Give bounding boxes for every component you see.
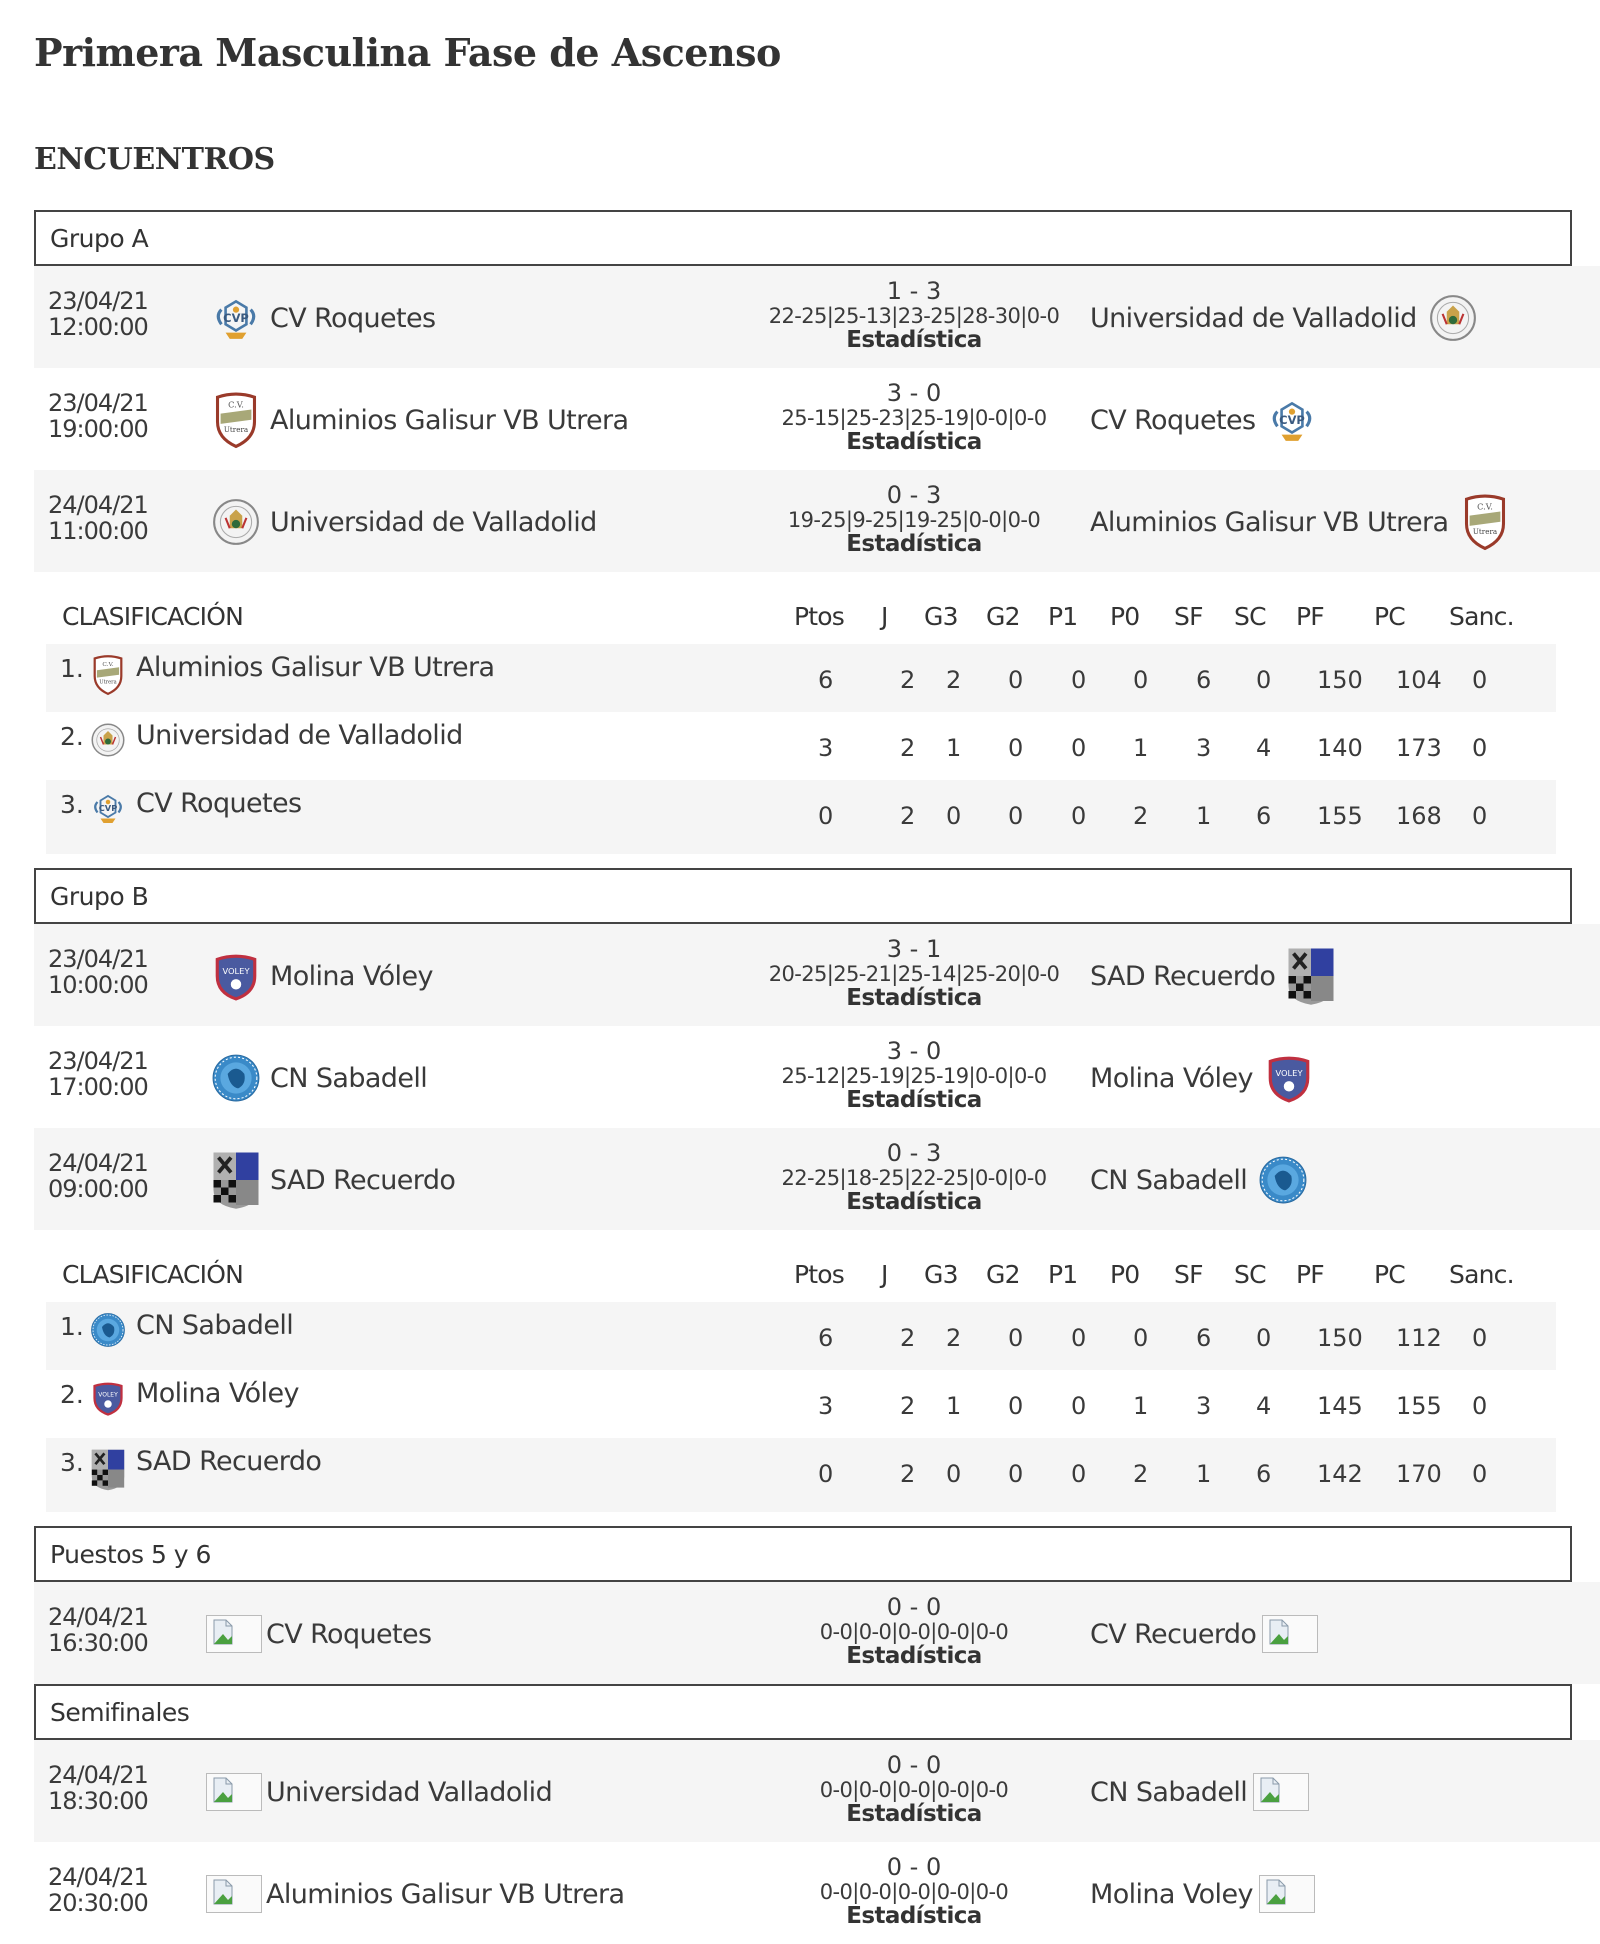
standings-value-sc: 6 [1256,802,1272,830]
svg-text:CVP: CVP [98,803,118,813]
away-team[interactable] [1090,944,1341,1008]
standings-team-name[interactable]: Aluminios Galisur VB Utrera [136,652,495,683]
home-team-name[interactable]: Aluminios Galisur VB Utrera [266,1878,625,1910]
away-team[interactable] [1090,1148,1313,1212]
standings-value-g2: 0 [1008,1460,1024,1488]
universidad-valladolid-logo [90,722,130,766]
standings-row [46,1438,1556,1512]
broken-image-icon [1262,1615,1318,1653]
standings-team-name[interactable]: CV Roquetes [136,788,302,819]
match-score [724,1854,1104,1928]
standings-value-pc: 168 [1396,802,1442,830]
standings-position: 1. [60,1312,84,1341]
cn-sabadell-logo [1253,1148,1313,1212]
standings-value-g2: 0 [1008,802,1024,830]
match-date: 24/04/21 [48,1863,148,1891]
standings-column-header: J [881,602,888,631]
standings-column-header: Sanc. [1449,1260,1514,1289]
home-team[interactable] [206,1046,427,1110]
broken-image-icon [206,1615,262,1653]
match-sets: 25-12|25-19|25-19|0-0|0-0 [781,1064,1047,1088]
standings-row [46,712,1556,780]
standings-value-sc: 4 [1256,1392,1272,1420]
standings-value-pc: 112 [1396,1324,1442,1352]
match-date: 23/04/21 [48,1047,148,1075]
standings-column-header: PF [1296,1260,1324,1289]
standings-value-pf: 142 [1317,1460,1363,1488]
standings-column-header: Sanc. [1449,602,1514,631]
standings-value-p1: 0 [1071,802,1087,830]
standings-value-g2: 0 [1008,1324,1024,1352]
match-time: 19:00:00 [48,415,148,443]
standings-position: 1. [60,654,84,683]
standings-value-pc: 155 [1396,1392,1442,1420]
home-team-name[interactable]: Molina Vóley [270,960,433,992]
match-row [34,1128,1600,1230]
standings-value-sanc: 0 [1472,666,1488,694]
away-team-name[interactable]: Molina Vóley [1090,1062,1253,1094]
standings-team-name[interactable]: Universidad de Valladolid [136,720,463,751]
home-team[interactable] [206,1148,455,1212]
standings-value-pc: 173 [1396,734,1442,762]
standings-value-g3: 1 [946,1392,962,1420]
standings-header [46,1242,1588,1302]
match-score [724,482,1104,556]
universidad-valladolid-logo [1423,286,1483,350]
broken-image-icon [206,1875,262,1913]
standings-value-j: 2 [900,1324,916,1352]
match-time: 17:00:00 [48,1073,148,1101]
statistics-link[interactable]: Estadística [846,1087,982,1113]
standings-value-ptos: 3 [818,1392,834,1420]
standings-team-name[interactable]: SAD Recuerdo [136,1446,322,1477]
match-date: 24/04/21 [48,1603,148,1631]
standings-row [46,1302,1556,1370]
standings-table [34,1230,1600,1526]
match-score [724,1594,1104,1668]
match-date: 23/04/21 [48,389,148,417]
svg-text:CVP: CVP [1278,413,1305,428]
match-sets: 19-25|9-25|19-25|0-0|0-0 [787,508,1041,532]
away-team[interactable] [1090,388,1322,452]
group-title: Puestos 5 y 6 [50,1540,211,1569]
match-time: 18:30:00 [48,1787,148,1815]
home-team-name[interactable]: Universidad Valladolid [266,1776,553,1808]
home-team[interactable] [206,1760,552,1824]
standings-row [46,644,1556,712]
standings-column-header: Ptos [794,1260,844,1289]
standings-value-j: 2 [900,666,916,694]
standings-value-p1: 0 [1071,1392,1087,1420]
standings-value-pf: 150 [1317,1324,1363,1352]
standings-value-ptos: 3 [818,734,834,762]
standings-value-sc: 6 [1256,1460,1272,1488]
svg-text:C.V.: C.V. [1476,501,1493,512]
cv-roquetes-logo [206,286,266,350]
standings-position: 2. [60,1380,84,1409]
standings-value-pf: 155 [1317,802,1363,830]
match-row [34,266,1600,368]
svg-text:Utrera: Utrera [99,679,117,686]
standings-column-header: SC [1234,1260,1266,1289]
standings-value-p0: 0 [1133,666,1149,694]
broken-image-icon [1253,1773,1309,1811]
svg-text:Utrera: Utrera [223,425,249,435]
standings-position: 2. [60,722,84,751]
home-team[interactable] [206,1862,625,1926]
match-sets: 0-0|0-0|0-0|0-0|0-0 [819,1778,1009,1802]
standings-value-pc: 170 [1396,1460,1442,1488]
standings-header [46,584,1588,644]
match-date: 23/04/21 [48,287,148,315]
match-row [34,470,1600,572]
match-row [34,1026,1600,1128]
home-team[interactable] [206,944,433,1008]
standings-value-j: 2 [900,802,916,830]
group-header-0 [34,210,1572,266]
broken-image-icon [206,1773,262,1811]
standings-column-header: P0 [1110,602,1140,631]
standings-row [46,1370,1556,1438]
svg-text:VOLEY: VOLEY [222,965,250,976]
standings-column-header: Ptos [794,602,844,631]
standings-position: 3. [60,1448,84,1477]
away-team-name[interactable]: SAD Recuerdo [1090,960,1276,992]
home-team-name[interactable]: CV Roquetes [270,302,436,334]
match-time: 16:30:00 [48,1629,148,1657]
home-team[interactable] [206,490,597,554]
standings-value-ptos: 6 [818,666,834,694]
home-team-name[interactable]: CN Sabadell [270,1062,428,1094]
match-time: 11:00:00 [48,517,148,545]
standings-value-sanc: 0 [1472,1392,1488,1420]
standings-column-header: PF [1296,602,1324,631]
away-team-name[interactable]: Universidad de Valladolid [1090,302,1417,334]
standings-column-header: J [881,1260,888,1289]
away-team-name[interactable]: Aluminios Galisur VB Utrera [1090,506,1449,538]
molina-voley-logo [1259,1046,1319,1110]
match-sets: 20-25|25-21|25-14|25-20|0-0 [768,962,1060,986]
standings-value-pf: 145 [1317,1392,1363,1420]
home-team-name[interactable]: Aluminios Galisur VB Utrera [270,404,629,436]
standings-value-sc: 4 [1256,734,1272,762]
svg-text:VOLEY: VOLEY [98,1391,118,1399]
away-team[interactable] [1090,1862,1315,1926]
match-result: 1 - 3 [886,277,942,305]
match-sets: 0-0|0-0|0-0|0-0|0-0 [819,1880,1009,1904]
home-team[interactable] [206,286,436,350]
standings-value-sanc: 0 [1472,734,1488,762]
home-team[interactable] [206,1602,432,1666]
match-sets: 22-25|25-13|23-25|28-30|0-0 [768,304,1060,328]
standings-value-g3: 0 [946,802,962,830]
standings-row [46,780,1556,854]
group-title: Grupo B [50,882,149,911]
molina-voley-logo [90,1380,130,1424]
standings-value-pf: 140 [1317,734,1363,762]
standings-value-g2: 0 [1008,734,1024,762]
standings-column-header: G3 [924,1260,958,1289]
standings-column-header: G2 [986,1260,1020,1289]
standings-value-p0: 2 [1133,802,1149,830]
standings-value-sf: 3 [1196,734,1212,762]
group-header-2 [34,1526,1572,1582]
match-result: 0 - 3 [886,1139,942,1167]
statistics-link[interactable]: Estadística [846,1801,982,1827]
match-datetime [48,946,148,998]
statistics-link[interactable]: Estadística [846,531,982,557]
standings-value-p0: 2 [1133,1460,1149,1488]
match-score [724,1038,1104,1112]
standings-value-j: 2 [900,734,916,762]
away-team-name[interactable]: CV Recuerdo [1090,1618,1257,1650]
match-row [34,1842,1600,1944]
standings-column-header: P1 [1048,1260,1078,1289]
utrera-logo [206,388,266,452]
standings-column-header: PC [1374,1260,1405,1289]
sad-recuerdo-logo [206,1148,266,1212]
match-datetime [48,1048,148,1100]
away-team-name[interactable]: Molina Voley [1090,1878,1253,1910]
statistics-link[interactable]: Estadística [846,1903,982,1929]
match-score [724,278,1104,352]
match-result: 3 - 0 [886,379,942,407]
standings-value-sc: 0 [1256,666,1272,694]
standings-value-sf: 6 [1196,1324,1212,1352]
standings-value-j: 2 [900,1460,916,1488]
section-subtitle: ENCUENTROS [34,142,275,177]
standings-value-sf: 1 [1196,802,1212,830]
group-header-3 [34,1684,1572,1740]
match-sets: 22-25|18-25|22-25|0-0|0-0 [781,1166,1047,1190]
standings-value-pc: 104 [1396,666,1442,694]
cv-roquetes-logo [90,790,130,834]
page-title: Primera Masculina Fase de Ascenso [34,30,781,75]
standings-value-ptos: 0 [818,802,834,830]
match-sets: 0-0|0-0|0-0|0-0|0-0 [819,1620,1009,1644]
svg-text:C.V.: C.V. [102,661,114,668]
away-team-name[interactable]: CV Roquetes [1090,404,1256,436]
standings-value-g3: 1 [946,734,962,762]
standings-value-sf: 3 [1196,1392,1212,1420]
standings-column-header: PC [1374,602,1405,631]
match-date: 24/04/21 [48,491,148,519]
match-result: 0 - 0 [886,1751,942,1779]
match-date: 24/04/21 [48,1149,148,1177]
universidad-valladolid-logo [206,490,266,554]
away-team-name[interactable]: CN Sabadell [1090,1164,1248,1196]
match-result: 0 - 0 [886,1853,942,1881]
utrera-logo [90,654,130,698]
standings-value-g2: 0 [1008,1392,1024,1420]
standings-value-ptos: 6 [818,1324,834,1352]
standings-value-pf: 150 [1317,666,1363,694]
match-result: 0 - 3 [886,481,942,509]
match-result: 0 - 0 [886,1593,942,1621]
standings-value-p1: 0 [1071,734,1087,762]
cn-sabadell-logo [90,1312,130,1356]
home-team-name[interactable]: CV Roquetes [266,1618,432,1650]
standings-column-header: P1 [1048,602,1078,631]
away-team[interactable] [1090,490,1515,554]
match-time: 09:00:00 [48,1175,148,1203]
standings-value-p1: 0 [1071,1324,1087,1352]
broken-image-icon [1259,1875,1315,1913]
standings-value-g2: 0 [1008,666,1024,694]
standings-value-g3: 2 [946,1324,962,1352]
svg-text:VOLEY: VOLEY [1275,1067,1303,1078]
standings-value-sf: 1 [1196,1460,1212,1488]
cn-sabadell-logo [206,1046,266,1110]
standings-column-header: SF [1174,1260,1203,1289]
svg-text:CVP: CVP [223,311,249,326]
standings-team-name[interactable]: CN Sabadell [136,1310,294,1341]
standings-value-sanc: 0 [1472,1324,1488,1352]
match-time: 12:00:00 [48,313,148,341]
match-score [724,1752,1104,1826]
match-score [724,1140,1104,1214]
match-datetime [48,1150,148,1202]
standings-column-header: P0 [1110,1260,1140,1289]
match-datetime [48,1762,148,1814]
match-date: 24/04/21 [48,1761,148,1789]
group-title: Semifinales [50,1698,190,1727]
standings-column-header: SC [1234,602,1266,631]
match-datetime [48,492,148,544]
cv-roquetes-logo [1262,388,1322,452]
match-result: 3 - 0 [886,1037,942,1065]
away-team[interactable] [1090,1046,1319,1110]
standings-value-j: 2 [900,1392,916,1420]
standings-value-g3: 2 [946,666,962,694]
match-time: 20:30:00 [48,1889,148,1917]
standings-column-header: G3 [924,602,958,631]
match-datetime [48,1604,148,1656]
svg-text:Utrera: Utrera [1472,527,1497,537]
home-team-name[interactable]: SAD Recuerdo [270,1164,456,1196]
standings-value-sanc: 0 [1472,1460,1488,1488]
away-team[interactable] [1090,286,1483,350]
match-datetime [48,288,148,340]
statistics-link[interactable]: Estadística [846,1643,982,1669]
matches-content [34,210,1600,1944]
statistics-link[interactable]: Estadística [846,429,982,455]
standings-value-p0: 1 [1133,734,1149,762]
standings-value-p0: 0 [1133,1324,1149,1352]
away-team-name[interactable]: CN Sabadell [1090,1776,1248,1808]
match-row [34,368,1600,470]
match-row [34,1582,1600,1684]
away-team[interactable] [1090,1602,1318,1666]
match-date: 23/04/21 [48,945,148,973]
standings-value-sc: 0 [1256,1324,1272,1352]
match-time: 10:00:00 [48,971,148,999]
svg-text:C.V.: C.V. [228,399,244,410]
home-team[interactable] [206,388,629,452]
group-header-1 [34,868,1572,924]
match-result: 3 - 1 [886,935,942,963]
standings-value-g3: 0 [946,1460,962,1488]
standings-column-header: G2 [986,602,1020,631]
utrera-logo [1455,490,1515,554]
standings-value-p1: 0 [1071,666,1087,694]
standings-column-header: SF [1174,602,1203,631]
statistics-link[interactable]: Estadística [846,327,982,353]
molina-voley-logo [206,944,266,1008]
statistics-link[interactable]: Estadística [846,985,982,1011]
standings-value-sf: 6 [1196,666,1212,694]
match-row [34,1740,1600,1842]
home-team-name[interactable]: Universidad de Valladolid [270,506,597,538]
sad-recuerdo-logo [1281,944,1341,1008]
statistics-link[interactable]: Estadística [846,1189,982,1215]
standings-position: 3. [60,790,84,819]
standings-team-name[interactable]: Molina Vóley [136,1378,299,1409]
standings-value-p0: 1 [1133,1392,1149,1420]
match-score [724,380,1104,454]
sad-recuerdo-logo [90,1448,130,1492]
away-team[interactable] [1090,1760,1309,1824]
match-datetime [48,390,148,442]
match-sets: 25-15|25-23|25-19|0-0|0-0 [781,406,1047,430]
match-row [34,924,1600,1026]
standings-value-ptos: 0 [818,1460,834,1488]
match-datetime [48,1864,148,1916]
group-title: Grupo A [50,224,149,253]
standings-title: CLASIFICACIÓN [62,1260,243,1289]
standings-title: CLASIFICACIÓN [62,602,243,631]
standings-value-p1: 0 [1071,1460,1087,1488]
standings-value-sanc: 0 [1472,802,1488,830]
standings-table [34,572,1600,868]
match-score [724,936,1104,1010]
